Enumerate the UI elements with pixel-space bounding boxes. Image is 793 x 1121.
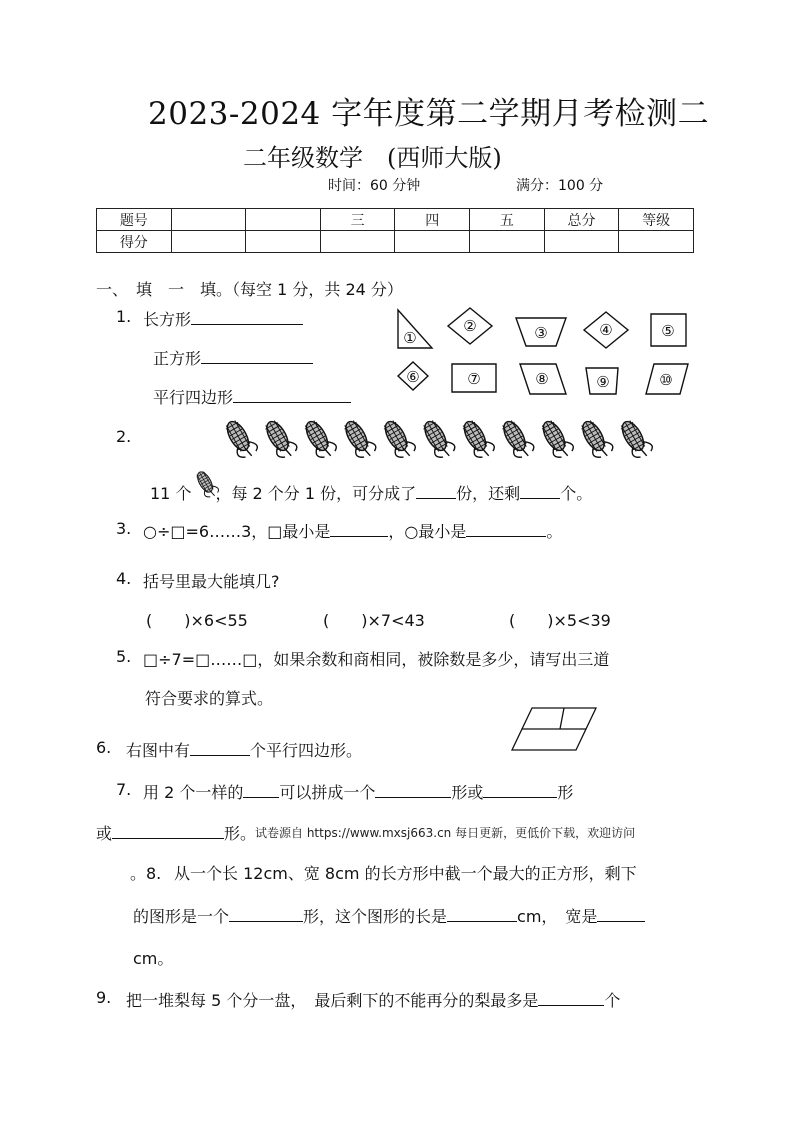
q7-text-d: 形 bbox=[557, 783, 574, 802]
shape-label: ② bbox=[463, 317, 477, 335]
q7-text-b: 可以拼成一个 bbox=[279, 783, 376, 802]
q4-item-1: ( )×6<55 bbox=[146, 611, 248, 630]
q8-line1: 从一个长 12cm、宽 8cm 的长方形中截一个最大的正方形，剩下 bbox=[174, 864, 637, 883]
q8-blank-shape[interactable] bbox=[229, 905, 303, 922]
q8-blank-length[interactable] bbox=[447, 905, 517, 922]
q2-text-a: ，每 2 个分 1 份，可分成了 bbox=[215, 484, 417, 503]
shape-label: ③ bbox=[534, 324, 548, 342]
q5-number: 5. bbox=[116, 647, 132, 666]
q5-line1: □÷7=□……□，如果余数和商相同，被除数是多少，请写出三道 bbox=[143, 650, 610, 669]
watermark-text: 试卷源自 https://www.mxsj663.cn 每日更新，更低价下载，欢迎访问 bbox=[255, 826, 636, 840]
q7-blank-shape[interactable] bbox=[243, 781, 279, 798]
q1-number: 1. bbox=[116, 307, 132, 326]
shape-label: ⑤ bbox=[661, 322, 675, 340]
q7-line1 bbox=[143, 780, 573, 803]
exam-title: 2023-2024 字年度第二学期月考检测二 bbox=[148, 96, 710, 132]
q6-text-b: 个平行四边形。 bbox=[250, 741, 363, 760]
q8-line3: cm。 bbox=[133, 949, 174, 968]
q9-text-b: 个 bbox=[604, 991, 621, 1010]
shape-label: ① bbox=[403, 329, 417, 347]
q8-blank-width[interactable] bbox=[597, 905, 645, 922]
q8-number: 。8. bbox=[130, 864, 162, 883]
shape-label: ⑦ bbox=[467, 370, 481, 388]
q7-blank-result2[interactable] bbox=[483, 781, 557, 798]
q9-line bbox=[126, 988, 620, 1011]
table-cell: 题号 bbox=[97, 209, 172, 231]
table-cell: 三 bbox=[320, 209, 395, 231]
shape-label: ⑨ bbox=[596, 373, 610, 391]
q2-text-c: 个。 bbox=[560, 484, 593, 503]
parallelogram-divider-line bbox=[560, 708, 564, 729]
q9-text-a: 把一堆梨每 5 个分一盘， 最后剩下的不能再分的梨最多是 bbox=[126, 991, 539, 1010]
q3-text-b: ，○最小是 bbox=[388, 522, 467, 541]
table-cell: 等级 bbox=[619, 209, 694, 231]
q3-number: 3. bbox=[116, 519, 132, 538]
q2-text-b: 份，还剩 bbox=[456, 484, 521, 503]
q7-blank-result1[interactable] bbox=[375, 781, 451, 798]
q7-text-a: 用 2 个一样的 bbox=[143, 783, 244, 802]
q8-line2-c: cm， 宽是 bbox=[517, 907, 598, 926]
q3-text-a: ○÷□=6……3，□最小是 bbox=[143, 522, 331, 541]
shape-label: ⑥ bbox=[406, 368, 420, 386]
exam-full-score: 满分：100 分 bbox=[516, 178, 604, 194]
q1-square-label: 正方形 bbox=[153, 349, 202, 368]
q3-text-c: 。 bbox=[546, 522, 563, 541]
q1-rect-label: 长方形 bbox=[143, 310, 192, 329]
q1-para-label: 平行四边形 bbox=[153, 388, 234, 407]
q2-number: 2. bbox=[116, 427, 132, 446]
shape-label: ⑧ bbox=[535, 370, 549, 388]
q5-line2: 符合要求的算式。 bbox=[145, 689, 274, 708]
q7-text-c: 形或 bbox=[451, 783, 484, 802]
table-cell: 五 bbox=[470, 209, 545, 231]
q4-item-3: ( )×5<39 bbox=[509, 611, 611, 630]
q9-blank[interactable] bbox=[538, 989, 604, 1006]
q4-item-2: ( )×7<43 bbox=[323, 611, 425, 630]
shape-label: ⑩ bbox=[659, 371, 673, 389]
q4-text: 括号里最大能填几? bbox=[143, 572, 280, 591]
section-heading: 一、 填 一 填。（每空 1 分，共 24 分） bbox=[96, 280, 403, 299]
table-cell: 得分 bbox=[97, 231, 172, 253]
q9-number: 9. bbox=[96, 988, 112, 1007]
table-cell: 总分 bbox=[544, 209, 619, 231]
shape-label: ④ bbox=[599, 321, 613, 339]
q4-number: 4. bbox=[116, 569, 132, 588]
q7-number: 7. bbox=[116, 780, 132, 799]
q7-line2-a: 或 bbox=[96, 824, 113, 843]
q6-number: 6. bbox=[96, 738, 112, 757]
exam-subtitle: 二年级数学 (西师大版) bbox=[243, 144, 502, 172]
q7-line2-b: 形。 bbox=[224, 824, 257, 843]
q8-line2-a: 的图形是一个 bbox=[133, 907, 230, 926]
q7-line2 bbox=[96, 821, 256, 844]
q6-text-a: 右图中有 bbox=[126, 741, 191, 760]
q8-line2-b: 形，这个图形的长是 bbox=[303, 907, 448, 926]
table-cell: 四 bbox=[395, 209, 470, 231]
q7-blank-result3[interactable] bbox=[112, 822, 224, 839]
q2-count-prefix: 11 个 bbox=[150, 484, 192, 503]
q8-line2 bbox=[133, 904, 645, 927]
exam-time: 时间：60 分钟 bbox=[328, 178, 421, 194]
